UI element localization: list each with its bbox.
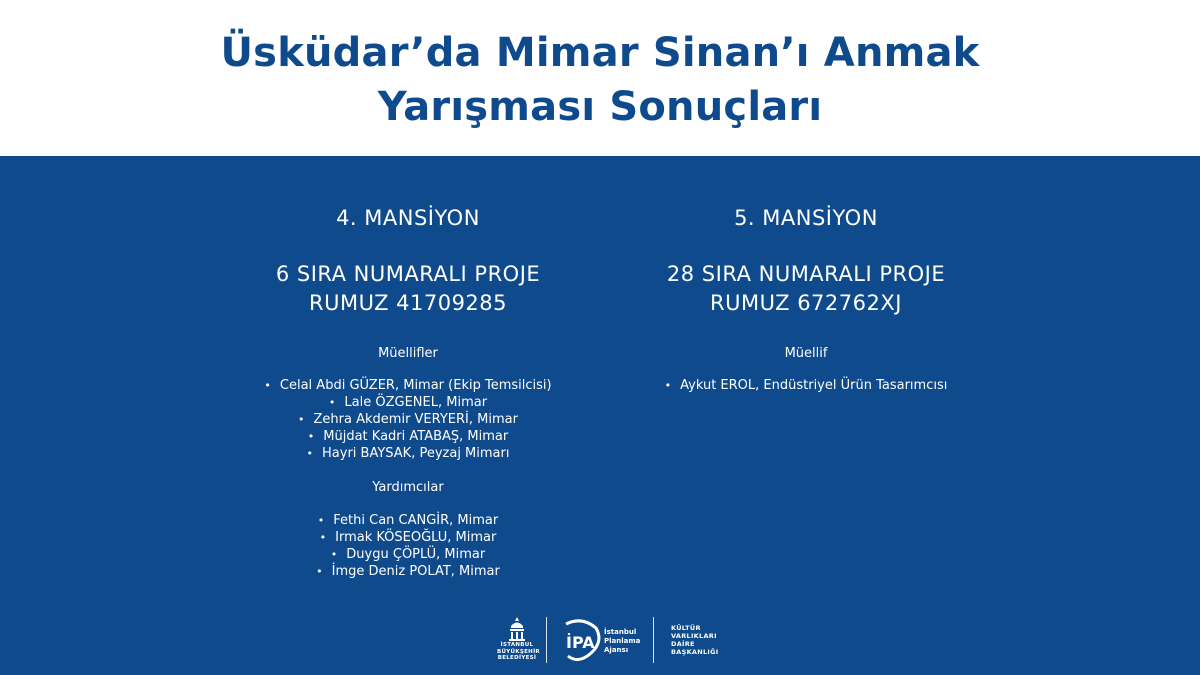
title-line-1: Üsküdar’da Mimar Sinan’ı Anmak [220, 30, 980, 76]
left-project-number: 6 SIRA NUMARALI PROJE [275, 262, 541, 286]
right-project-rumuz: RUMUZ 672762XJ [710, 291, 902, 315]
logo-divider [546, 617, 547, 663]
ibb-logo [497, 616, 540, 668]
list-item: • Hayri BAYSAK, Peyzaj Mimarı [208, 445, 608, 462]
list-item: • Zehra Akdemir VERYERİ, Mimar [208, 411, 608, 428]
list-item: • Duygu ÇÖPLÜ, Mimar [208, 546, 608, 563]
left-mansiyon-heading: 4. MANSİYON [336, 206, 480, 230]
ibb-text-line: İSTANBUL [500, 642, 534, 648]
kvdb-text-line: BAŞKANLIĞI [671, 648, 719, 656]
ibb-text-line: BELEDİYESİ [497, 655, 537, 661]
left-muellifler-label: Müellifler [378, 346, 438, 361]
kvdb-text-line: VARLIKLARI [671, 632, 717, 640]
ipa-text-line: Ajansı [604, 646, 629, 654]
ipa-text-line: İstanbul [604, 628, 637, 636]
right-project-info [606, 260, 1006, 318]
list-item: • Aykut EROL, Endüstriyel Ürün Tasarımcısı [606, 377, 1006, 394]
ipa-text-line: Planlama [604, 637, 641, 645]
ibb-wordmark [497, 642, 540, 662]
list-item: • Müjdat Kadri ATABAŞ, Mimar [208, 428, 608, 445]
footer-logos [0, 612, 1200, 672]
ipa-wordmark [604, 628, 640, 655]
left-yardimcilar-list [208, 512, 608, 580]
right-project-number: 28 SIRA NUMARALI PROJE [666, 262, 946, 286]
kvdb-logo [671, 624, 719, 656]
list-item: • İmge Deniz POLAT, Mimar [208, 563, 608, 580]
list-item: • Lale ÖZGENEL, Mimar [208, 394, 608, 411]
kvdb-text-line: KÜLTÜR [671, 624, 701, 632]
title-line-2: Yarışması Sonuçları [377, 84, 823, 130]
list-item: • Celal Abdi GÜZER, Mimar (Ekip Temsilcisi) [208, 377, 608, 394]
results-panel [0, 156, 1200, 675]
ipa-mark-icon [560, 618, 602, 662]
ipa-logo [560, 618, 640, 666]
list-item: • Irmak KÖSEOĞLU, Mimar [208, 529, 608, 546]
left-muellifler-list [208, 377, 608, 462]
logo-divider [653, 617, 654, 663]
right-muellif-list [606, 377, 1006, 394]
ibb-text-line: BÜYÜKŞEHİR [497, 648, 540, 655]
header [0, 0, 1200, 156]
list-item: • Fethi Can CANGİR, Mimar [208, 512, 608, 529]
right-muellif-label: Müellif [784, 346, 828, 361]
page-title [0, 0, 1200, 134]
left-project-info [208, 260, 608, 318]
left-yardimcilar-label: Yardımcılar [372, 480, 444, 495]
ipa-mark-text: İPA [566, 633, 595, 652]
right-mansiyon-heading: 5. MANSİYON [734, 206, 878, 230]
left-project-rumuz: RUMUZ 41709285 [308, 291, 508, 315]
ibb-emblem-icon [506, 616, 528, 642]
kvdb-text-line: DAİRE [671, 640, 695, 648]
